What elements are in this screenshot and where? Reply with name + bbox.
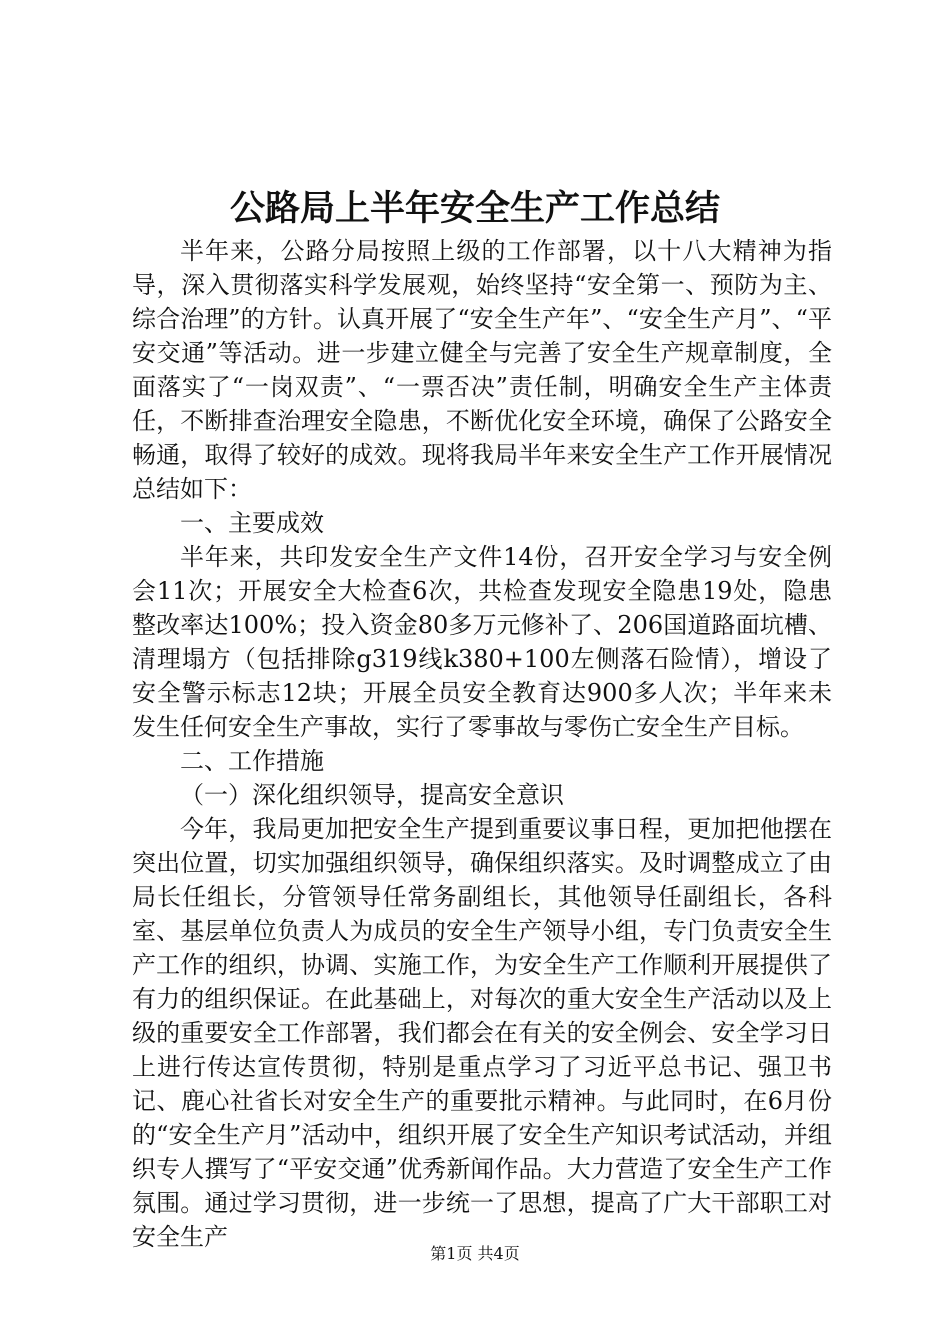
- subsection-heading-organization: （一）深化组织领导，提高安全意识: [180, 781, 564, 809]
- organization-paragraph: 今年，我局更加把安全生产提到重要议事日程，更加把他摆在突出位置，切实加强组织领导，确保组织落实。及时调整成立了由局长任组长，分管领导任常务副组长，其他领导任副组长，各科室、基层单位负责人为成员的安全生产领导小组，专门负责安全生产工作的组织，协调、实施工作，为安全生产工作顺利开展提供了有力的组织保证。在此基础上，对每次的重大安全生产活动以及上级的重要安全工作部署，我们都会在有关的安全例会、安全学习日上进行传达宣传贯彻，特别是重点学习了习近平总书记、强卫书记、鹿心社省长对安全生产的重要批示精神。与此同时，在6月份的“安全生产月”活动中，组织开展了安全生产知识考试活动，并组织专人撰写了“平安交通”优秀新闻作品。大力营造了安全生产工作氛围。通过学习贯彻，进一步统一了思想，提高了广大干部职工对安全生产: [132, 815, 832, 1251]
- page-number-footer: 第1页 共4页: [430, 1244, 520, 1263]
- main-results-paragraph: 半年来，共印发安全生产文件14份，召开安全学习与安全例会11次；开展安全大检查6次，共检查发现安全隐患19处，隐患整改率达100%；投入资金80多万元修补了、206国道路面坑槽、清理塌方（包括排除g319线k380+100左侧落石险情），增设了安全警示标志12块；开展全员安全教育达900多人次；半年来未发生任何安全生产事故，实行了零事故与零伤亡安全生产目标。: [132, 543, 832, 741]
- document-title: 公路局上半年安全生产工作总结: [229, 188, 720, 229]
- section-heading-work-measures: 二、工作措施: [180, 747, 324, 775]
- intro-paragraph: 半年来，公路分局按照上级的工作部署，以十八大精神为指导，深入贯彻落实科学发展观，始终坚持“安全第一、预防为主、综合治理”的方针。认真开展了“安全生产年”、“安全生产月”、“平安交通”等活动。进一步建立健全与完善了安全生产规章制度，全面落实了“一岗双责”、“一票否决”责任制，明确安全生产主体责任，不断排查治理安全隐患，不断优化安全环境，确保了公路安全畅通，取得了较好的成效。现将我局半年来安全生产工作开展情况总结如下：: [132, 237, 832, 503]
- section-heading-main-results: 一、主要成效: [180, 509, 324, 537]
- document-body: [132, 234, 832, 1254]
